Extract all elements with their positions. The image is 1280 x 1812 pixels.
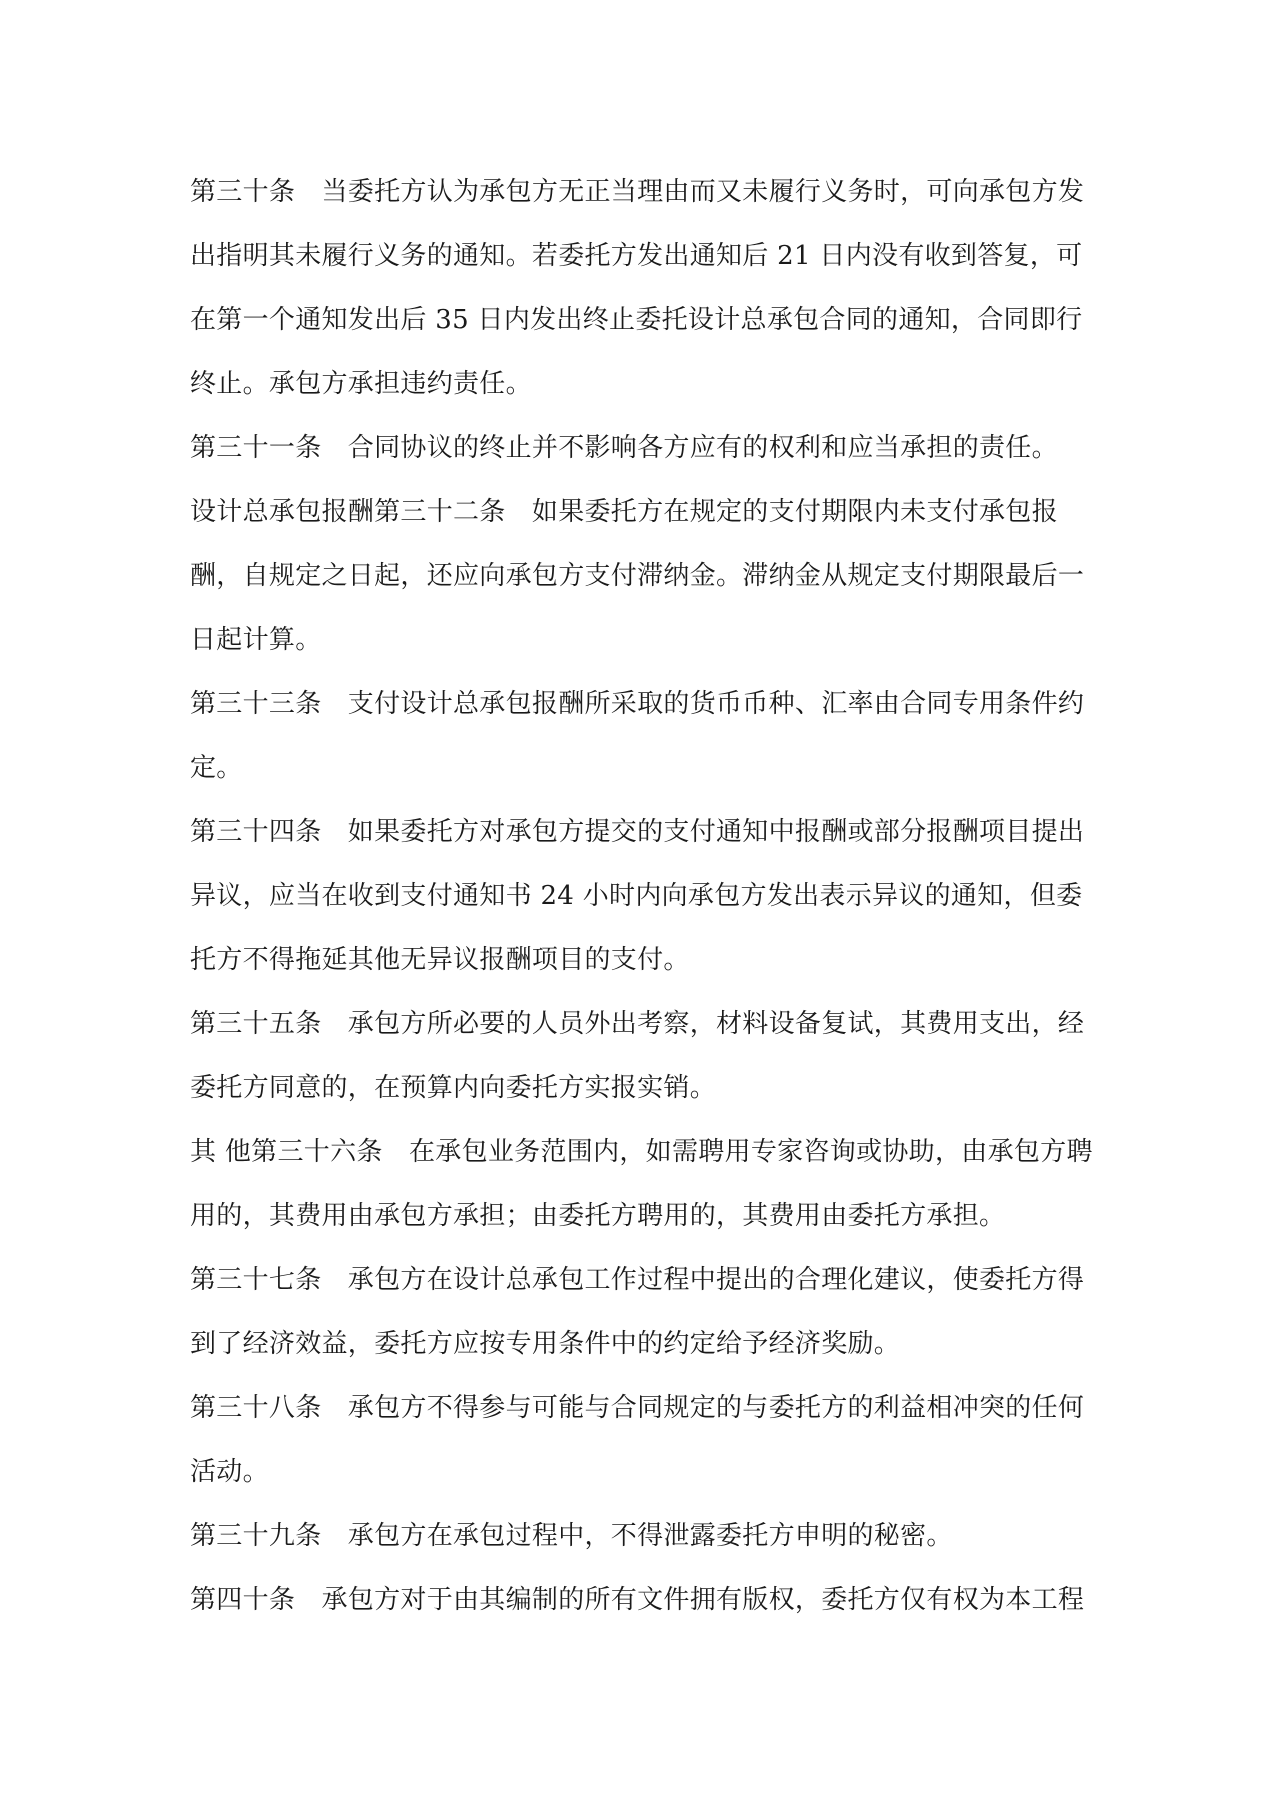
- article-33-paragraph: 第三十三条 支付设计总承包报酬所采取的货币币种、汇率由合同专用条件约定。: [190, 689, 1085, 783]
- article-31-paragraph: 第三十一条 合同协议的终止并不影响各方应有的权利和应当承担的责任。: [190, 433, 1058, 463]
- article-32-paragraph: 设计总承包报酬第三十二条 如果委托方在规定的支付期限内未支付承包报酬，自规定之日起，还应向承包方支付滞纳金。滞纳金从规定支付期限最后一日起计算。: [190, 497, 1085, 655]
- article-38-paragraph: 第三十八条 承包方不得参与可能与合同规定的与委托方的利益相冲突的任何活动。: [190, 1393, 1085, 1487]
- article-30-paragraph: 第三十条 当委托方认为承包方无正当理由而又未履行义务时，可向承包方发出指明其未履行义务的通知。若委托方发出通知后 21 日内没有收到答复，可在第一个通知发出后 35 日内发出终止委托设计总承包合同的通知，合同即行终止。承包方承担违约责任。: [190, 177, 1085, 399]
- article-37-paragraph: 第三十七条 承包方在设计总承包工作过程中提出的合理化建议，使委托方得到了经济效益，委托方应按专用条件中的约定给予经济奖励。: [190, 1265, 1085, 1359]
- document-body: [190, 160, 1095, 1632]
- article-36-paragraph: 其 他第三十六条 在承包业务范围内，如需聘用专家咨询或协助，由承包方聘用的，其费用由承包方承担；由委托方聘用的，其费用由委托方承担。: [190, 1137, 1093, 1231]
- article-40-paragraph: 第四十条 承包方对于由其编制的所有文件拥有版权，委托方仅有权为本工程: [190, 1585, 1085, 1615]
- article-35-paragraph: 第三十五条 承包方所必要的人员外出考察，材料设备复试，其费用支出，经委托方同意的，在预算内向委托方实报实销。: [190, 1009, 1085, 1103]
- article-34-paragraph: 第三十四条 如果委托方对承包方提交的支付通知中报酬或部分报酬项目提出异议，应当在收到支付通知书 24 小时内向承包方发出表示异议的通知，但委托方不得拖延其他无异议报酬项目的支付。: [190, 817, 1085, 975]
- article-39-paragraph: 第三十九条 承包方在承包过程中，不得泄露委托方申明的秘密。: [190, 1521, 953, 1551]
